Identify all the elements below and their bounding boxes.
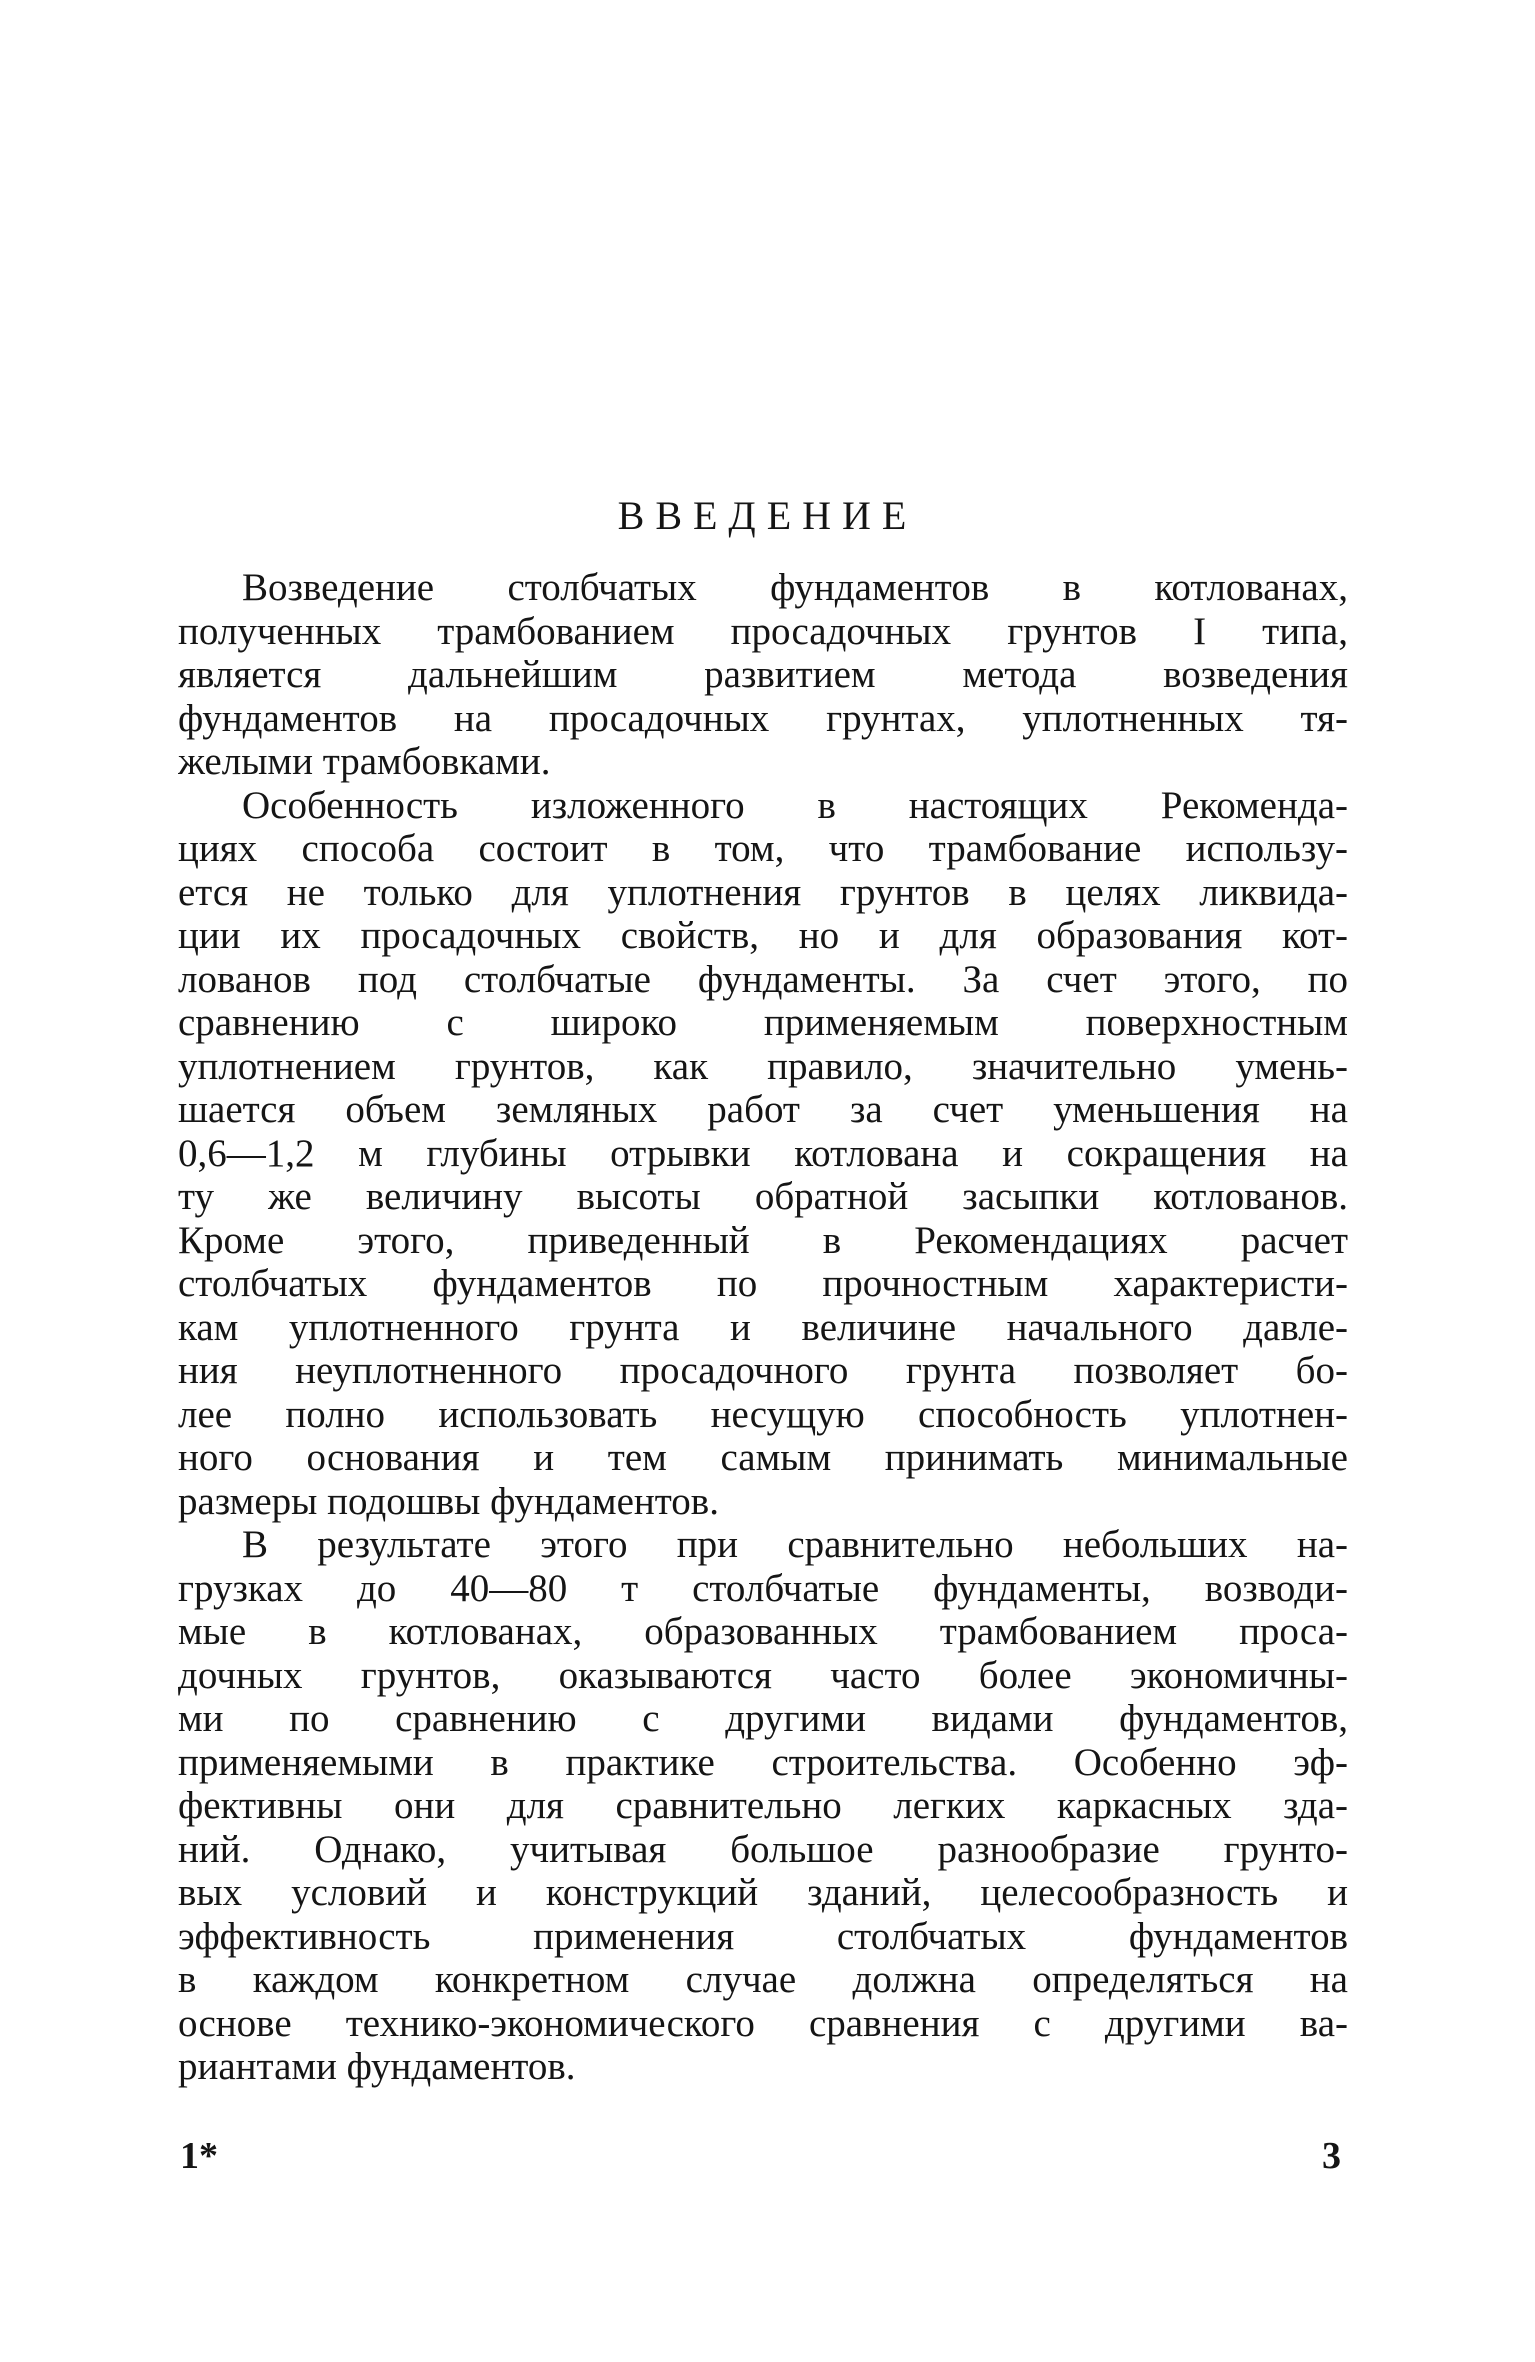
text-line: является дальнейшим развитием метода возведения bbox=[178, 653, 1348, 696]
text-line: сравнению с широко применяемым поверхностным bbox=[178, 1001, 1348, 1044]
text-line: желыми трамбовками. bbox=[178, 740, 551, 783]
text-line: циях способа состоит в том, что трамбование использу- bbox=[178, 827, 1348, 870]
paragraph-1 bbox=[178, 566, 1348, 784]
text-line: лее полно использовать несущую способность уплотнен- bbox=[178, 1392, 1348, 1436]
page-number: 3 bbox=[1322, 2135, 1341, 2177]
text-line: лованов под столбчатые фундаменты. За счет этого, по bbox=[178, 957, 1348, 1001]
text-line: ту же величину высоты обратной засыпки котлованов. bbox=[178, 1175, 1348, 1218]
text-line: полученных трамбованием просадочных грунтов I типа, bbox=[178, 609, 1348, 653]
text-line: ции их просадочных свойств, но и для образования кот- bbox=[178, 914, 1348, 957]
text-line: грузках до 40—80 т столбчатые фундаменты, возводи- bbox=[178, 1566, 1348, 1610]
text-line: ми по сравнению с другими видами фундаментов, bbox=[178, 1697, 1348, 1740]
text-line: уплотнением грунтов, как правило, значительно умень- bbox=[178, 1044, 1348, 1088]
text-line: Возведение столбчатых фундаментов в котлованах, bbox=[242, 566, 1348, 609]
text-line: 0,6—1,2 м глубины отрывки котлована и сокращения на bbox=[178, 1131, 1348, 1175]
text-line: столбчатых фундаментов по прочностным характеристи- bbox=[178, 1262, 1348, 1305]
text-line: В результате этого при сравнительно небольших на- bbox=[242, 1523, 1348, 1566]
body-text bbox=[178, 566, 1348, 2089]
text-line: Кроме этого, приведенный в Рекомендациях расчет bbox=[178, 1218, 1348, 1262]
text-line: ния неуплотненного просадочного грунта позволяет бо- bbox=[178, 1349, 1348, 1392]
section-heading: ВВЕДЕНИЕ bbox=[617, 493, 918, 538]
text-line: эффективность применения столбчатых фундаментов bbox=[178, 1914, 1348, 1958]
text-line: вых условий и конструкций зданий, целесообразность и bbox=[178, 1871, 1348, 1914]
text-line: дочных грунтов, оказываются часто более экономичны- bbox=[178, 1653, 1348, 1697]
signature-mark: 1* bbox=[180, 2135, 218, 2177]
text-line: мые в котлованах, образованных трамбованием проса- bbox=[178, 1610, 1348, 1653]
text-line: кам уплотненного грунта и величине начального давле- bbox=[178, 1305, 1348, 1349]
text-line: основе технико-экономического сравнения с другими ва- bbox=[178, 2001, 1348, 2045]
text-line: в каждом конкретном случае должна определяться на bbox=[178, 1958, 1348, 2001]
text-line: ется не только для уплотнения грунтов в целях ликвида- bbox=[178, 870, 1348, 914]
paragraph-2 bbox=[178, 784, 1348, 1524]
text-line: размеры подошвы фундаментов. bbox=[178, 1479, 719, 1523]
text-line: ного основания и тем самым принимать минимальные bbox=[178, 1436, 1348, 1479]
text-line: ний. Однако, учитывая большое разнообразие грунто- bbox=[178, 1827, 1348, 1871]
text-line: фективны они для сравнительно легких каркасных зда- bbox=[178, 1784, 1348, 1827]
text-line: риантами фундаментов. bbox=[178, 2045, 576, 2088]
text-line: фундаментов на просадочных грунтах, уплотненных тя- bbox=[178, 696, 1348, 740]
paragraph-3 bbox=[178, 1523, 1348, 2089]
text-line: Особенность изложенного в настоящих Рекоменда- bbox=[242, 783, 1348, 827]
text-line: шается объем земляных работ за счет уменьшения на bbox=[178, 1088, 1348, 1131]
text-line: применяемыми в практике строительства. Особенно эф- bbox=[178, 1740, 1348, 1784]
